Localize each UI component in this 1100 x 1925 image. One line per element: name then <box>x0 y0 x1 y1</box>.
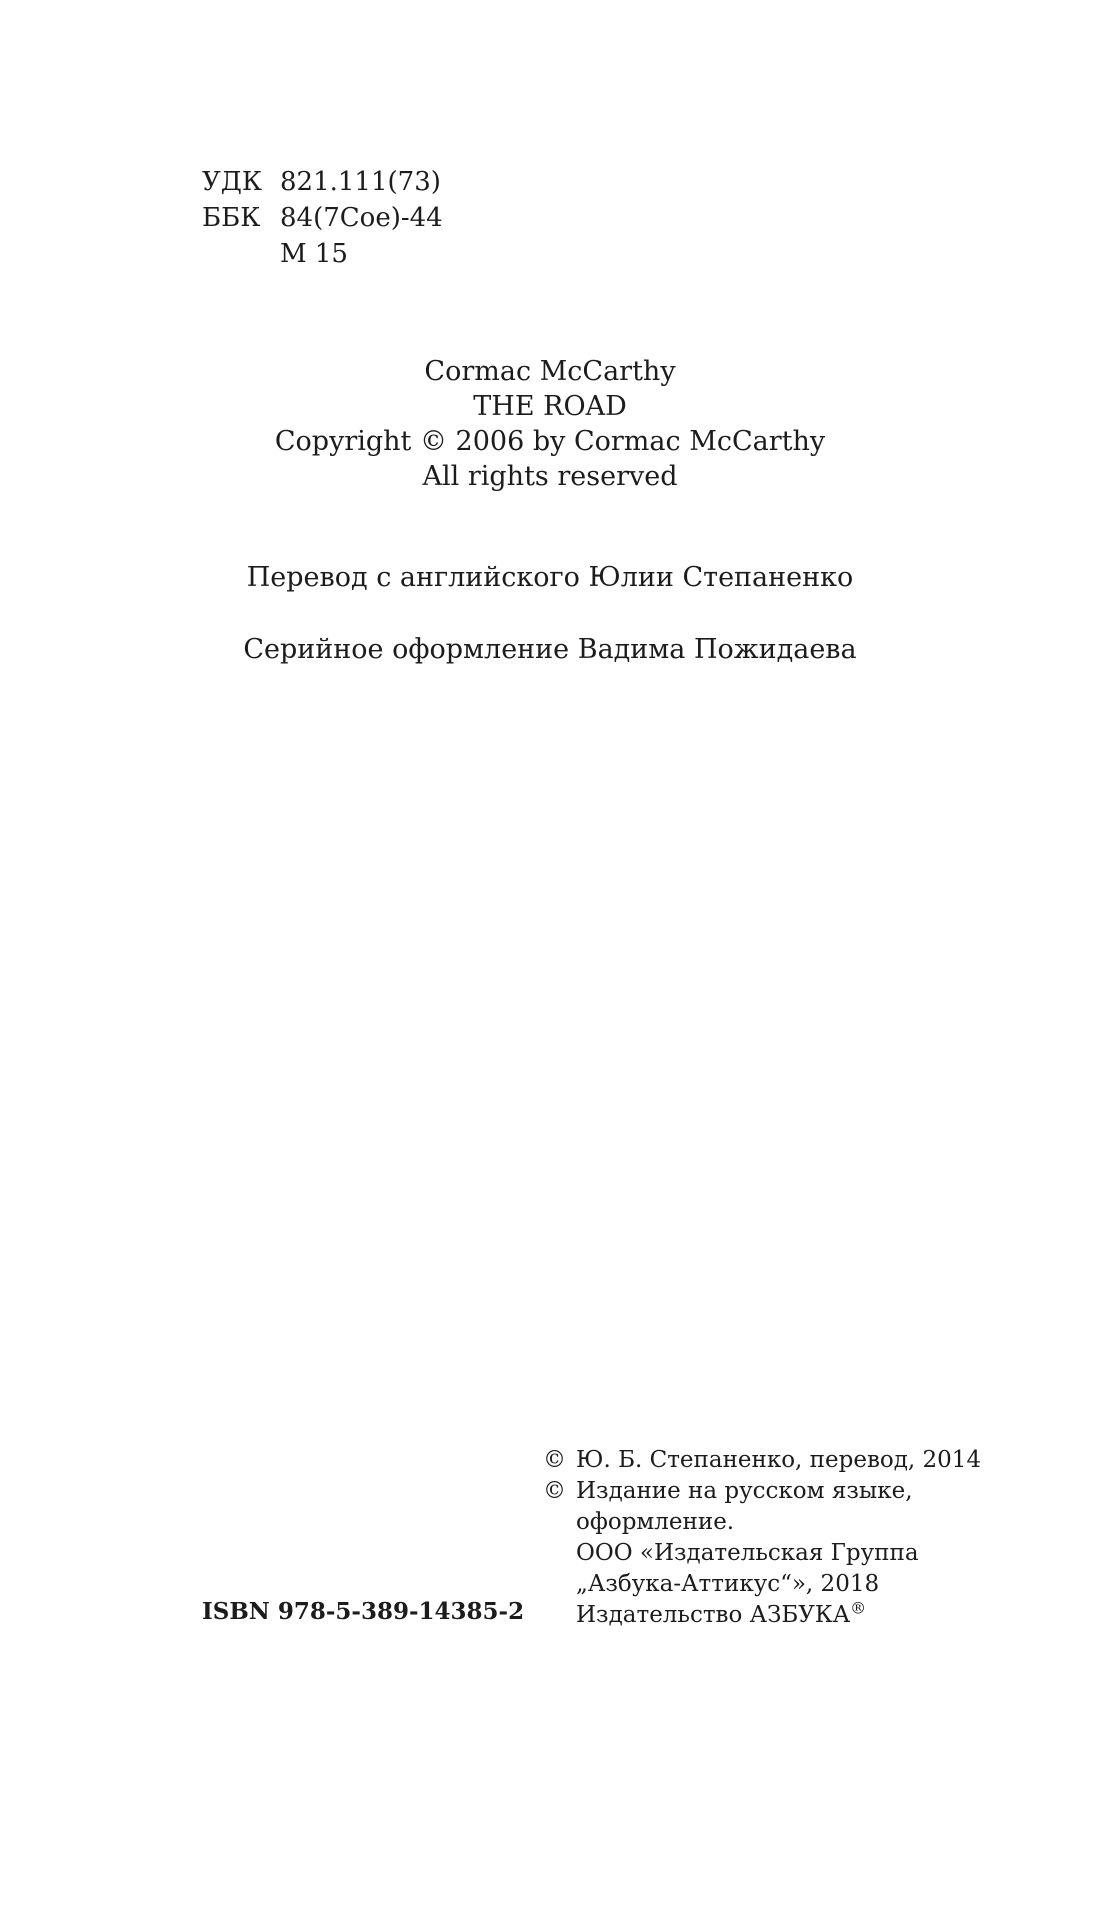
udk-value: 821.111(73) <box>280 167 441 197</box>
author-mark: М 15 <box>280 239 348 269</box>
bbk-label: ББК <box>202 203 261 233</box>
original-edition-block <box>0 354 1100 494</box>
registered-mark-icon: ® <box>850 1598 867 1618</box>
copyright-icon: © <box>543 1478 566 1504</box>
rights-reserved: All rights reserved <box>422 461 678 492</box>
copyright-notices <box>543 1445 981 1631</box>
author-mark-row <box>202 236 443 272</box>
classification-block <box>202 164 443 272</box>
edition-line: „Азбука-Аттикус“», 2018 <box>576 1571 880 1597</box>
bbk-row <box>202 200 443 236</box>
isbn: ISBN 978-5-389-14385-2 <box>202 1598 525 1625</box>
edition-line: ООО «Издательская Группа <box>576 1540 919 1566</box>
udk-label: УДК <box>202 167 263 197</box>
translation-copyright <box>543 1445 981 1476</box>
edition-line: Издание на русском языке, <box>576 1478 913 1504</box>
edition-copyright <box>543 1476 981 1631</box>
original-title: THE ROAD <box>473 391 627 422</box>
bbk-value: 84(7Сое)-44 <box>280 203 443 233</box>
publisher-name: Издательство АЗБУКА <box>576 1602 851 1628</box>
udk-row <box>202 164 443 200</box>
publisher-line <box>576 1600 919 1631</box>
translator-credit: Перевод с английского Юлии Степаненко <box>246 562 854 593</box>
translation-copyright-text: Ю. Б. Степаненко, перевод, 2014 <box>576 1447 982 1473</box>
copyright-icon: © <box>543 1447 566 1473</box>
original-copyright: Copyright © 2006 by Cormac McCarthy <box>274 426 826 457</box>
edition-line: оформление. <box>576 1509 735 1535</box>
series-design-credit: Серийное оформление Вадима Пожидаева <box>243 634 857 665</box>
original-author: Cormac McCarthy <box>424 356 676 387</box>
